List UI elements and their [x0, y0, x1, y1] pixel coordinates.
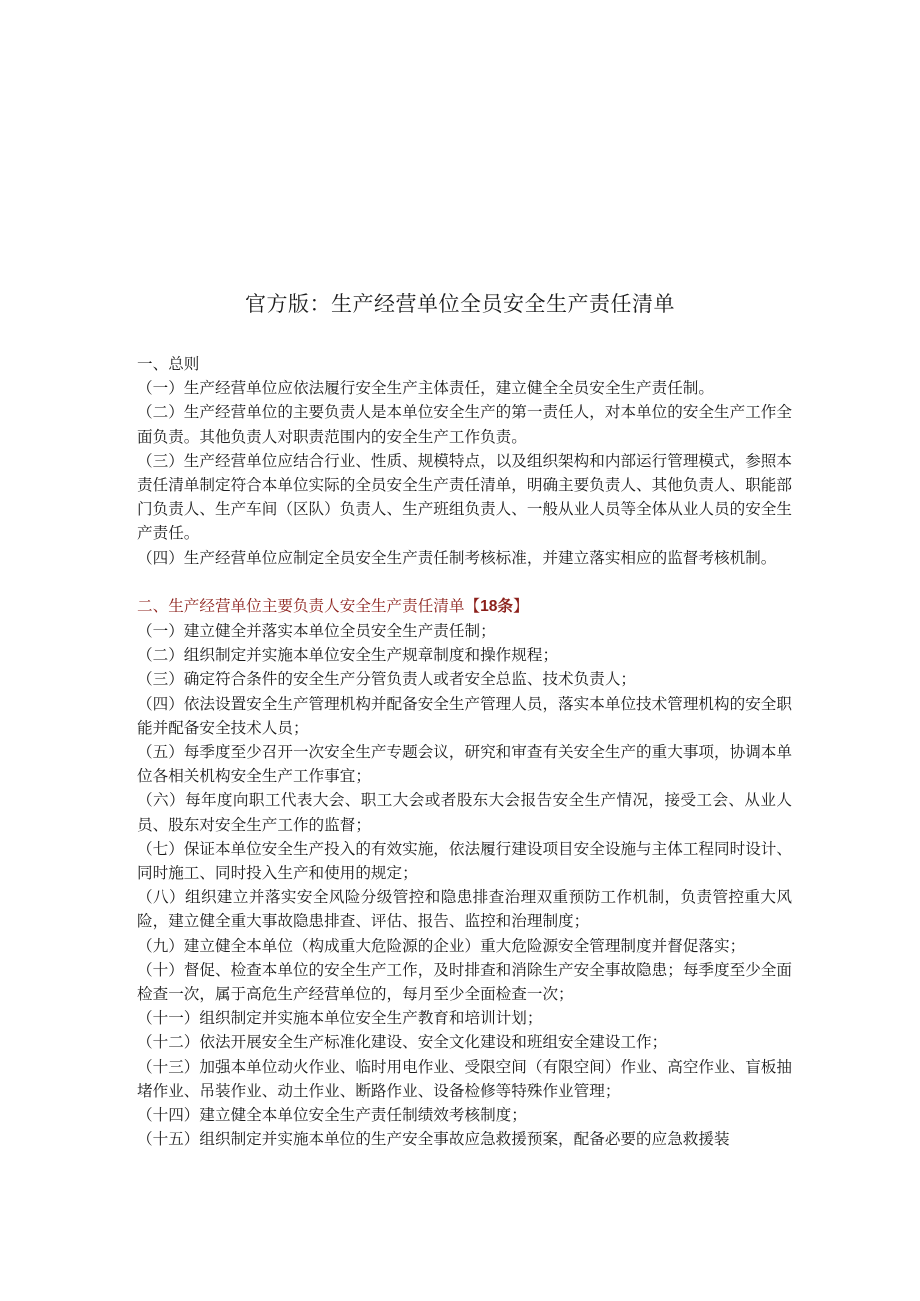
section-1-item-4: （四）生产经营单位应制定全员安全生产责任制考核标准，并建立落实相应的监督考核机制。 — [137, 548, 777, 567]
section-2-item-10: （十）督促、检查本单位的安全生产工作，及时排查和消除生产安全事故隐患；每季度至少全面检查一次，属于高危生产经营单位的，每月至少全面检查一次； — [137, 960, 792, 1004]
section-2-item-4: （四）依法设置安全生产管理机构并配备安全生产管理人员，落实本单位技术管理机构的安全职能并配备安全技术人员； — [137, 694, 792, 737]
section-spacer — [137, 570, 792, 594]
section-1-item-3: （三）生产经营单位应结合行业、性质、规模特点，以及组织架构和内部运行管理模式，参照本责任清单制定符合本单位实际的全员安全生产责任清单，明确主要负责人、其他负责人、职能部门负责人、生产车间（区队）负责人、生产班组负责人、一般从业人员等全体从业人员的安全生产责任。 — [137, 451, 792, 543]
document-title: 官方版：生产经营单位全员安全生产责任清单 — [245, 292, 675, 316]
section-2-item-11: （十一）组织制定并实施本单位安全生产教育和培训计划； — [137, 1009, 543, 1028]
section-2-item-6: （六）每年度向职工代表大会、职工大会或者股东大会报告安全生产情况，接受工会、从业人员、股东对安全生产工作的监督； — [137, 791, 792, 834]
section-1-item-1: （一）生产经营单位应依法履行安全生产主体责任，建立健全全员安全生产责任制。 — [137, 379, 714, 398]
section-2-item-3: （三）确定符合条件的安全生产分管负责人或者安全总监、技术负责人； — [137, 670, 637, 689]
section-2-heading-text: 二、生产经营单位主要负责人安全生产责任清单【 — [137, 596, 481, 615]
section-2-item-1: （一）建立健全并落实本单位全员安全生产责任制； — [137, 622, 496, 641]
section-2-item-14: （十四）建立健全本单位安全生产责任制绩效考核制度； — [137, 1106, 527, 1125]
section-2-item-2: （二）组织制定并实施本单位安全生产规章制度和操作规程； — [137, 646, 559, 665]
section-2-item-count: 18条 — [480, 597, 514, 615]
section-2-item-9: （九）建立健全本单位（构成重大危险源的企业）重大危险源安全管理制度并督促落实； — [137, 936, 746, 955]
section-2-item-7: （七）保证本单位安全生产投入的有效实施，依法履行建设项目安全设施与主体工程同时设计、同时施工、同时投入生产和使用的规定； — [137, 839, 792, 883]
section-2-heading-close: 】 — [513, 596, 529, 615]
section-2-item-15: （十五）组织制定并实施本单位的生产安全事故应急救援预案，配备必要的应急救援装 — [137, 1130, 730, 1149]
section-2-item-5: （五）每季度至少召开一次安全生产专题会议，研究和审查有关安全生产的重大事项，协调本单位各相关机构安全生产工作事宜； — [137, 743, 792, 786]
section-2-item-8: （八）组织建立并落实安全风险分级管控和隐患排查治理双重预防工作机制，负责管控重大风险，建立健全重大事故隐患排查、评估、报告、监控和治理制度； — [137, 888, 792, 931]
section-2-heading — [137, 594, 792, 619]
section-1-item-2: （二）生产经营单位的主要负责人是本单位安全生产的第一责任人，对本单位的安全生产工作全面负责。其他负责人对职责范围内的安全生产工作负责。 — [137, 403, 792, 446]
section-2-item-13: （十三）加强本单位动火作业、临时用电作业、受限空间（有限空间）作业、高空作业、盲板抽堵作业、吊装作业、动土作业、断路作业、设备检修等特殊作业管理； — [137, 1057, 792, 1100]
document-body — [137, 352, 792, 1152]
section-2-item-12: （十二）依法开展安全生产标准化建设、安全文化建设和班组安全建设工作； — [137, 1033, 668, 1052]
section-1-heading: 一、总则 — [137, 355, 200, 373]
